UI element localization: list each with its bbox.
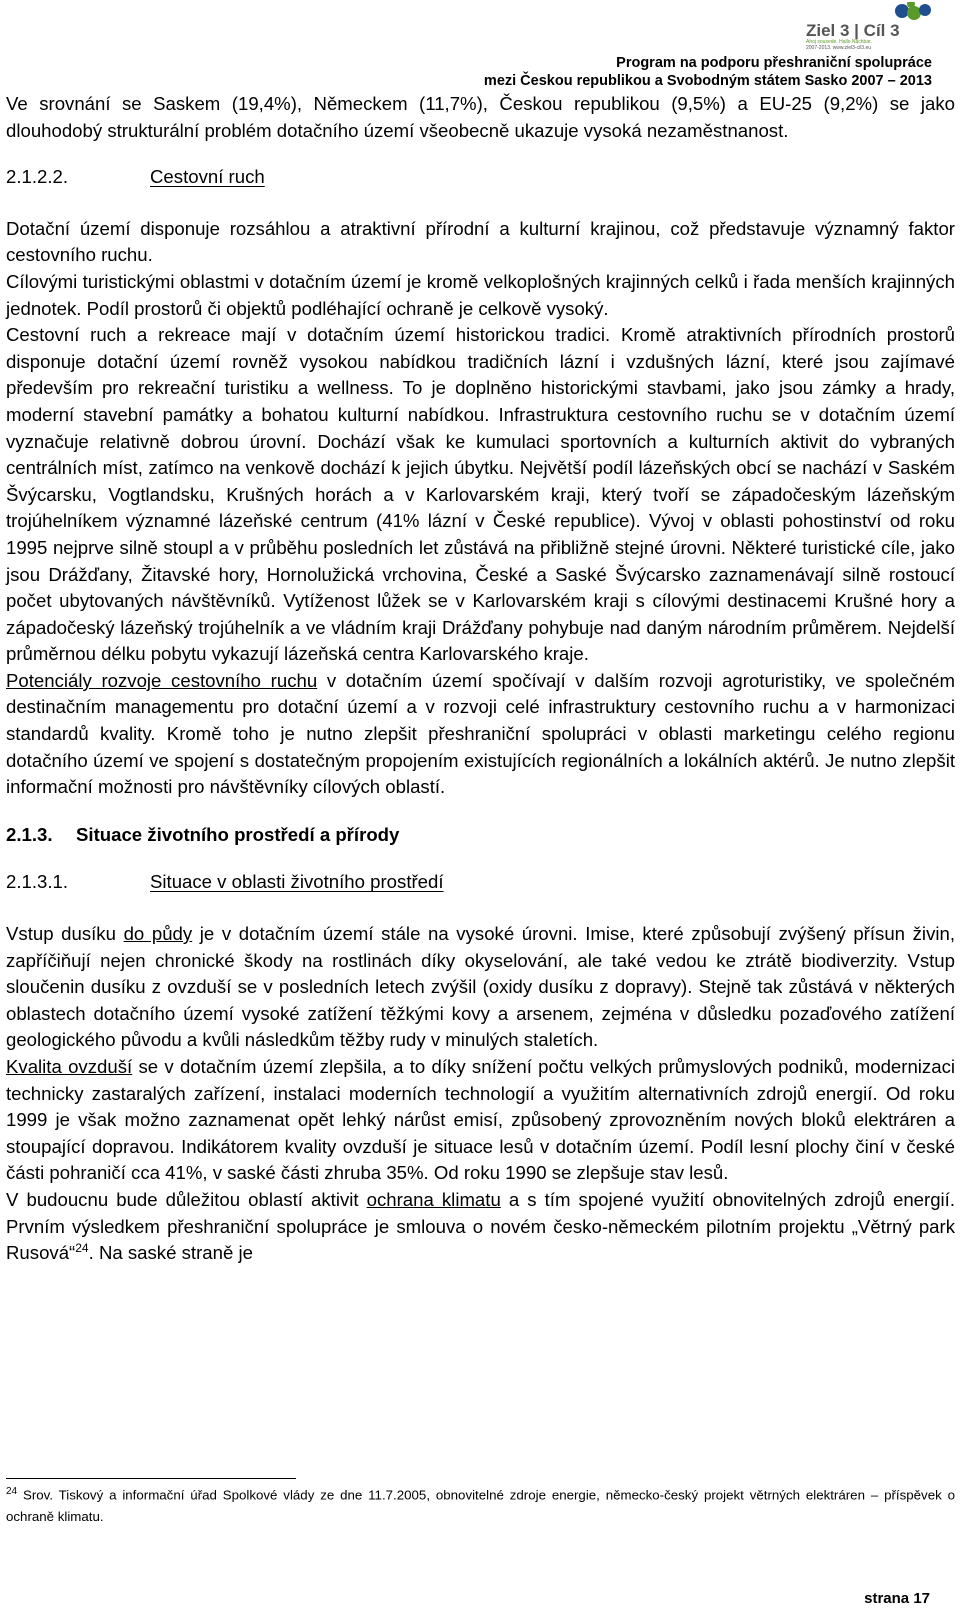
footnote: [6, 1481, 955, 1528]
air-quality-term: Kvalita ovzduší: [6, 1056, 133, 1077]
tourism-paragraph-4: [6, 668, 955, 801]
environment-paragraph-2: [6, 1054, 955, 1187]
section-heading-2122: [6, 164, 955, 191]
document-body: [6, 91, 955, 1267]
logo-blue-dot: [895, 4, 909, 18]
section-number: 2.1.3.: [6, 823, 53, 845]
section-number: 2.1.2.2.: [6, 166, 69, 188]
footnote-number: 24: [6, 1486, 18, 1497]
section-title: Situace v oblasti životního prostředí: [150, 871, 444, 893]
section-heading-213: [6, 822, 955, 849]
env3-text-c: . Na saské straně je: [88, 1242, 253, 1264]
tourism-paragraph-3: Cestovní ruch a rekreace mají v dotačním území historickou tradici. Kromě atraktivních přírodních prostorů disponuje dotační území rovněž vysokou nabídkou tradičních lázní i vzdušných lázní, které jsou zajímavé především pro rekreační turistiku a wellness. To je doplněno historickými stavbami, jako jsou zámky a hrady, moderní stavební památky a bohatou kulturní nabídkou. Infrastruktura cestovního ruchu se v dotačním území vyznačuje relativně dobrou úrovní. Dochází však ke kumulaci sportovních a kulturních aktivit do vybraných centrálních míst, zatímco na venkově dochází k jejich úbytku. Největší podíl lázeňských obcí se nachází v Saském Švýcarsku, Vogtlandsku, Krušných horách a v Karlovarském kraji, který tvoří se západočeským lázeňským trojúhelníkem významné lázeňské centrum (41% lázní v České republice). Vývoj v oblasti pohostinství od roku 1995 nejprve silně stoupl a v průběhu posledních let zůstává na přibližně stejné úrovni. Některé turistické cíle, jako jsou Drážďany, Žitavské hory, Hornolužická vrchovina, České a Saské Švýcarsko zaznamenávají silně rostoucí počet ubytovaných návštěvníků. Vytíženost lůžek se v Karlovarském kraji s cílovými destinacemi Krušné hory a západočeský lázeňský trojúhelník a ve vládním kraji Drážďany pohybuje nad daným národním průměrem. Nejdelší průměrnou délku pobytu vykazují lázeňská centra Karlovarského kraje.: [6, 324, 955, 665]
logo-text: Ziel 3 | Cíl 3: [806, 21, 900, 40]
tourism-paragraph-4-text: v dotačním území spočívají v dalším rozvoji agroturistiky, ve společném destinačním managementu pro dotační území a v rozvoji celé infrastruktury cestovního ruchu a v harmonizaci standardů kvality. Kromě toho je nutno zlepšit přeshraniční spolupráci v oblasti marketingu celého regionu dotačního území ve spojení s dostatečným propojením existujících regionálních a lokálních aktérů. Je nutno zlepšit informační možnosti pro návštěvníky cílových oblastí.: [6, 669, 955, 798]
logo-sub: Ahoj sousede. Hallo Nachbar.: [806, 39, 872, 45]
tourism-potential-term: Potenciály rozvoje cestovního ruchu: [6, 669, 318, 691]
env3-text-b: a s tím spojené využití obnovitelných zdrojů energií. Prvním výsledkem přeshraniční spolupráce je smlouva o novém česko-německém pilotním projektu „Větrný park Rusová“: [6, 1188, 956, 1264]
page-header: [483, 0, 936, 89]
header-program-line: Program na podporu přeshraniční spolupráce: [616, 55, 932, 71]
soil-term: do půdy: [123, 923, 193, 945]
env2-text: se v dotačním území zlepšila, a to díky snížení počtu velkých průmyslových podniků, modernizaci technicky zastaralých zařízení, instalaci moderních technologií a využitím alternativních zdrojů energií. Od roku 1999 je však možno zaznamenat opět lehký nárůst emisí, způsobený zprovozněním nových bloků elektráren a stoupající dopravou. Indikátorem kvality ovzduší je situace lesů v dotačním území. Podíl lesní plochy činí v české části pohraničí cca 41%, v saské části zhruba 35%. Od roku 1990 se zlepšuje stav lesů.: [6, 1056, 955, 1184]
section-title: Cestovní ruch: [150, 166, 265, 188]
footnote-reference[interactable]: 24: [75, 1240, 89, 1255]
header-countries-line: mezi Českou republikou a Svobodným státem Sasko 2007 – 2013: [483, 73, 932, 89]
logo-blue-dot-2: [919, 4, 931, 16]
tourism-paragraph-1: Dotační území disponuje rozsáhlou a atraktivní přírodní a kulturní krajinou, což představuje významný faktor cestovního ruchu.: [6, 217, 955, 266]
section-number: 2.1.3.1.: [6, 871, 69, 893]
env1-text-a: Vstup dusíku: [6, 923, 124, 945]
environment-paragraph-3: [6, 1187, 955, 1267]
tourism-paragraph-2: Cílovými turistickými oblastmi v dotačním území je kromě velkoplošných krajinných celků i řada menších krajinných jednotek. Podíl prostorů či objektů podléhající ochraně je celkově vysoký.: [6, 270, 955, 319]
ziel3-cil3-logo: [802, 2, 932, 50]
environment-paragraph-1: [6, 921, 955, 1054]
climate-protection-term: ochrana klimatu: [366, 1188, 501, 1210]
footnote-text: Srov. Tiskový a informační úřad Spolkové vlády ze dne 11.7.2005, obnovitelné zdroje energie, německo-český projekt větrných elektráren – příspěvek o ochraně klimatu.: [6, 1487, 955, 1525]
section-heading-2131: [6, 869, 955, 896]
logo-green-dot: [907, 6, 921, 20]
env1-text-b: je v dotačním území stále na vysoké úrovni. Imise, které způsobují zvýšený přísun živin, zapříčiňují nejen chronické škody na rostlinách díky okyselování, ale také vedou ke ztrátě biodiverzity. Vstup sloučenin dusíku z ovzduší se v posledních letech zvýšil (oxidy dusíku z dopravy). Stejně tak zůstává v některých oblastech dotačního území vysoké zatížení těžkými kovy a arsenem, zejména v důsledku pozaďového zatížení geologického původu a kvůli následkům těžby rudy v minulých staletích.: [6, 923, 955, 1051]
section-title: Situace životního prostředí a přírody: [76, 823, 400, 845]
intro-paragraph: Ve srovnání se Saskem (19,4%), Německem (11,7%), Českou republikou (9,5%) a EU-25 (9,2%) se jako dlouhodobý strukturální problém dotačního území všeobecně ukazuje vysoká nezaměstnanost.: [6, 93, 955, 141]
footnote-divider: [6, 1478, 296, 1479]
logo-years: 2007-2013. www.ziel3-cil3.eu: [806, 45, 872, 50]
env3-text-a: V budoucnu bude důležitou oblastí aktivit: [6, 1188, 367, 1210]
page-number: strana 17: [864, 1590, 930, 1607]
